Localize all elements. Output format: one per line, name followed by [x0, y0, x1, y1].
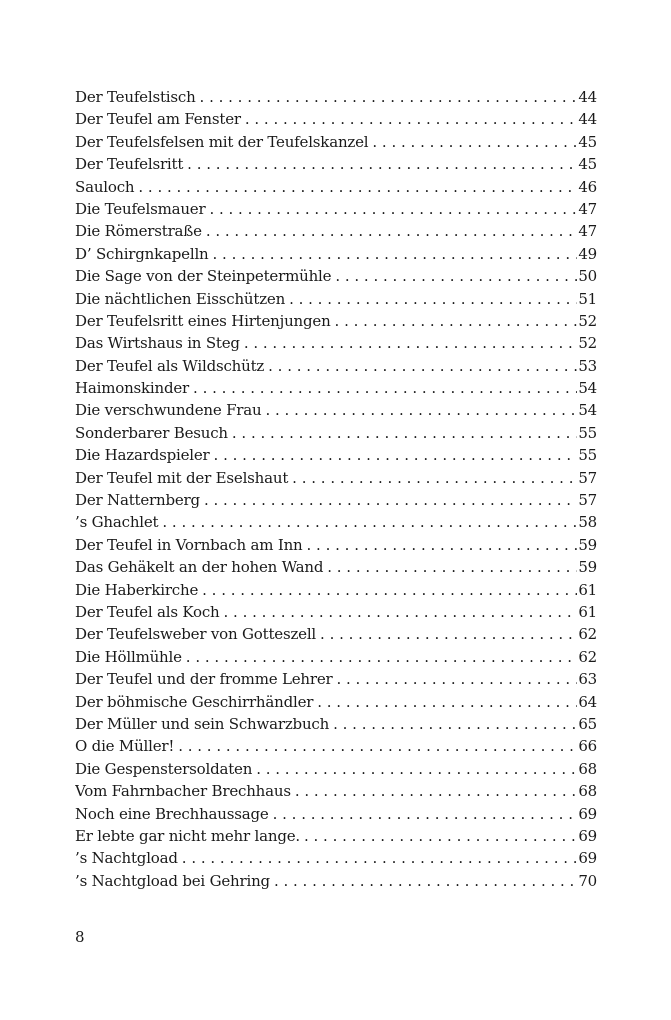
toc-entry [75, 534, 597, 556]
toc-entry [75, 825, 597, 847]
toc-entry [75, 847, 597, 869]
toc-dot-leader [372, 131, 577, 153]
toc-entry-title: Die Gespenstersoldaten [75, 759, 253, 778]
toc-entry [75, 399, 597, 421]
toc-entry-title: Der Teufelstisch [75, 88, 196, 106]
toc-dot-leader [206, 220, 578, 242]
toc-entry-page: 59 [578, 535, 597, 554]
toc-entry-title: Das Gehäkelt an der hohen Wand [75, 558, 324, 577]
toc-entry-title: O die Müller! [75, 737, 175, 756]
toc-entry-page: 51 [578, 289, 597, 308]
toc-entry-title: Die Sage von der Steinpetermühle [75, 267, 332, 286]
toc-entry-page: 44 [578, 110, 597, 129]
toc-entry-page: 69 [578, 826, 597, 845]
toc-entry-title: Der Teufel in Vornbach am Inn [75, 535, 303, 554]
toc-entry-title: Die verschwundene Frau [75, 401, 262, 420]
toc-entry [75, 176, 597, 198]
toc-dot-leader [187, 153, 577, 175]
toc-entry-title: ’s Ghachlet [75, 513, 159, 532]
toc-dot-leader [335, 310, 578, 332]
toc-entry-page: 49 [578, 244, 597, 263]
toc-entry-page: 57 [578, 491, 597, 510]
toc-entry [75, 355, 597, 377]
toc-dot-leader [256, 758, 577, 780]
toc-dot-leader [224, 601, 578, 623]
toc-dot-leader [214, 444, 578, 466]
toc-entry-title: Der Teufel als Koch [75, 602, 220, 621]
toc-entry-page: 68 [578, 759, 597, 778]
toc-entry-page: 69 [578, 849, 597, 868]
toc-entry-page: 45 [578, 155, 597, 174]
toc-entry-page: 62 [578, 647, 597, 666]
toc-entry-title: Die Hazardspieler [75, 446, 210, 465]
toc-dot-leader [193, 377, 577, 399]
toc-entry-page: 54 [578, 401, 597, 420]
toc-dot-leader [200, 86, 578, 108]
toc-entry [75, 467, 597, 489]
toc-entry-title: Haimonskinder [75, 379, 190, 398]
toc-entry-page: 70 [578, 871, 597, 890]
toc-entry-title: Die Haberkirche [75, 580, 199, 599]
toc-dot-leader [320, 623, 577, 645]
toc-entry [75, 668, 597, 690]
toc-entry-title: Er lebte gar nicht mehr lange. [75, 826, 300, 845]
toc-entry-title: Das Wirtshaus in Steg [75, 334, 240, 353]
toc-entry-title: Die Höllmühle [75, 647, 182, 666]
toc-entry [75, 780, 597, 802]
toc-dot-leader [295, 780, 577, 802]
toc-entry-title: ’s Nachtgload bei Gehring [75, 871, 270, 890]
toc-dot-leader [336, 668, 577, 690]
toc-entry-title: Der Teufelsfelsen mit der Teufelskanzel [75, 132, 369, 151]
toc-entry-title: Der Teufelsritt eines Hirtenjungen [75, 311, 331, 330]
toc-entry [75, 444, 597, 466]
toc-entry [75, 332, 597, 354]
toc-dot-leader [204, 489, 577, 511]
toc-entry [75, 153, 597, 175]
toc-entry-page: 69 [578, 804, 597, 823]
toc-entry-title: Der Müller und sein Schwarzbuch [75, 714, 330, 733]
toc-entry [75, 646, 597, 668]
toc-entry-title: Der Teufel am Fenster [75, 110, 241, 129]
toc-entry-title: Der Natternberg [75, 491, 200, 510]
toc-dot-leader [265, 399, 577, 421]
toc-entry-page: 50 [578, 267, 597, 286]
toc-dot-leader [327, 556, 577, 578]
toc-dot-leader [274, 870, 577, 892]
toc-entry-page: 64 [578, 692, 597, 711]
toc-dot-leader [209, 198, 577, 220]
toc-dot-leader [273, 803, 578, 825]
toc-entry [75, 758, 597, 780]
toc-entry [75, 288, 597, 310]
toc-entry-title: Die Teufelsmauer [75, 199, 206, 218]
toc-entry-page: 45 [578, 132, 597, 151]
toc-entry [75, 870, 597, 892]
toc-entry-page: 59 [578, 558, 597, 577]
toc-dot-leader [268, 355, 577, 377]
toc-entry-title: Die Römerstraße [75, 222, 202, 241]
toc-entry [75, 310, 597, 332]
toc-entry-title: Der Teufel und der fromme Lehrer [75, 670, 333, 689]
toc-dot-leader [182, 847, 578, 869]
toc-entry-title: Sonderbarer Besuch [75, 423, 228, 442]
toc-entry [75, 511, 597, 533]
toc-entry-title: ’s Nachtgload [75, 849, 178, 868]
toc-entry [75, 198, 597, 220]
toc-entry [75, 623, 597, 645]
toc-dot-leader [333, 713, 577, 735]
table-of-contents [75, 86, 597, 892]
toc-entry-page: 55 [578, 423, 597, 442]
toc-entry [75, 735, 597, 757]
toc-entry [75, 556, 597, 578]
toc-entry-page: 62 [578, 625, 597, 644]
toc-entry-page: 65 [578, 714, 597, 733]
toc-entry-page: 47 [578, 199, 597, 218]
toc-entry-title: Der böhmische Geschirrhändler [75, 692, 314, 711]
toc-dot-leader [244, 332, 577, 354]
toc-entry-title: Sauloch [75, 177, 135, 196]
toc-dot-leader [304, 825, 577, 847]
toc-entry-page: 58 [578, 513, 597, 532]
toc-entry-page: 61 [578, 602, 597, 621]
toc-entry [75, 108, 597, 130]
toc-entry [75, 713, 597, 735]
toc-entry [75, 243, 597, 265]
toc-entry-title: Der Teufel als Wildschütz [75, 356, 265, 375]
toc-entry [75, 265, 597, 287]
toc-entry-page: 46 [578, 177, 597, 196]
toc-dot-leader [232, 422, 577, 444]
toc-entry [75, 422, 597, 444]
toc-entry [75, 803, 597, 825]
toc-entry-page: 57 [578, 468, 597, 487]
toc-entry [75, 131, 597, 153]
toc-dot-leader [307, 534, 578, 556]
toc-entry-title: Vom Fahrnbacher Brechhaus [75, 782, 291, 801]
toc-entry-page: 53 [578, 356, 597, 375]
toc-entry-page: 55 [578, 446, 597, 465]
toc-entry [75, 601, 597, 623]
toc-dot-leader [178, 735, 577, 757]
toc-dot-leader [213, 243, 578, 265]
toc-dot-leader [289, 288, 577, 310]
toc-entry-page: 52 [578, 334, 597, 353]
toc-entry [75, 86, 597, 108]
toc-dot-leader [186, 646, 578, 668]
toc-entry-title: Noch eine Brechhaussage [75, 804, 269, 823]
toc-dot-leader [292, 467, 577, 489]
toc-entry [75, 579, 597, 601]
toc-dot-leader [335, 265, 577, 287]
toc-entry-page: 52 [578, 311, 597, 330]
toc-entry-title: Der Teufel mit der Eselshaut [75, 468, 289, 487]
toc-entry-page: 47 [578, 222, 597, 241]
toc-entry-title: D’ Schirgnkapelln [75, 244, 209, 263]
toc-entry [75, 489, 597, 511]
toc-entry-page: 63 [578, 670, 597, 689]
toc-dot-leader [317, 691, 577, 713]
toc-dot-leader [245, 108, 577, 130]
toc-entry [75, 377, 597, 399]
toc-dot-leader [138, 176, 577, 198]
toc-entry [75, 691, 597, 713]
toc-entry-page: 61 [578, 580, 597, 599]
toc-entry-page: 66 [578, 737, 597, 756]
toc-entry [75, 220, 597, 242]
toc-entry-title: Der Teufelsweber von Gotteszell [75, 625, 317, 644]
toc-dot-leader [162, 511, 577, 533]
toc-entry-page: 54 [578, 379, 597, 398]
toc-entry-page: 44 [578, 88, 597, 106]
toc-dot-leader [202, 579, 577, 601]
toc-entry-title: Der Teufelsritt [75, 155, 184, 174]
toc-entry-title: Die nächtlichen Eisschützen [75, 289, 286, 308]
toc-entry-page: 68 [578, 782, 597, 801]
page-number: 8 [75, 928, 85, 946]
